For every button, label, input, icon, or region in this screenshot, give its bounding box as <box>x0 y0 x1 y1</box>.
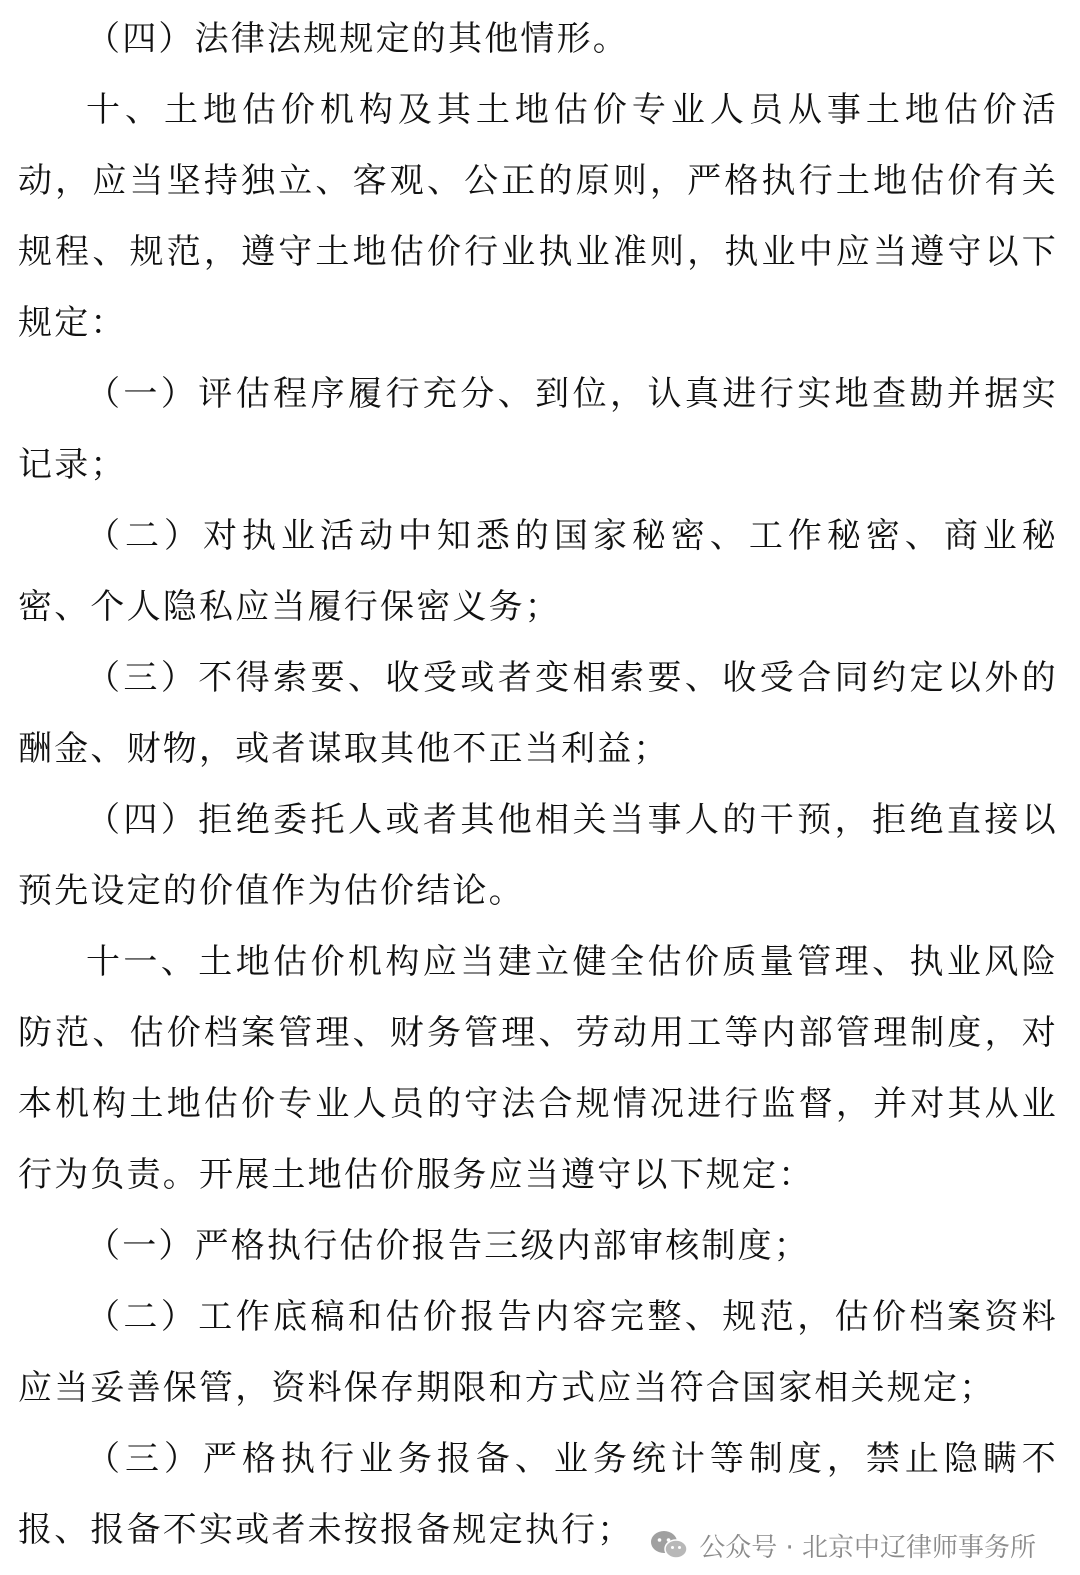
watermark-text: 公众号 · 北京中辽律师事务所 <box>699 1532 1036 1563</box>
paragraph-article-10-item-3: （三）不得索要、收受或者变相索要、收受合同约定以外的酬金、财物，或者谋取其他不正当利益； <box>18 658 1058 769</box>
paragraph-article-10-item-1: （一）评估程序履行充分、到位，认真进行实地查勘并据实记录； <box>18 374 1058 485</box>
paragraph-article-10-item-2: （二）对执业活动中知悉的国家秘密、工作秘密、商业秘密、个人隐私应当履行保密义务； <box>18 516 1058 627</box>
watermark <box>643 1521 1042 1569</box>
paragraph-article-10: 十、土地估价机构及其土地估价专业人员从事土地估价活动，应当坚持独立、客观、公正的原则，严格执行土地估价有关规程、规范，遵守土地估价行业执业准则，执业中应当遵守以下规定： <box>18 90 1058 343</box>
paragraph-item-4-other: （四）法律法规规定的其他情形。 <box>86 19 629 59</box>
document-body <box>18 0 1058 1566</box>
paragraph-article-10-item-4: （四）拒绝委托人或者其他相关当事人的干预，拒绝直接以预先设定的价值作为估价结论。 <box>18 800 1058 911</box>
paragraph-article-11-item-2: （二）工作底稿和估价报告内容完整、规范，估价档案资料应当妥善保管，资料保存期限和方式应当符合国家相关规定； <box>18 1297 1058 1408</box>
wechat-icon <box>649 1529 689 1561</box>
paragraph-article-11: 十一、土地估价机构应当建立健全估价质量管理、执业风险防范、估价档案管理、财务管理、劳动用工等内部管理制度，对本机构土地估价专业人员的守法合规情况进行监督，并对其从业行为负责。开展土地估价服务应当遵守以下规定： <box>18 942 1058 1195</box>
paragraph-article-11-item-3: （三）严格执行业务报备、业务统计等制度，禁止隐瞒不报、报备不实或者未按报备规定执行； <box>18 1439 1058 1550</box>
paragraph-article-11-item-1: （一）严格执行估价报告三级内部审核制度； <box>86 1226 810 1266</box>
